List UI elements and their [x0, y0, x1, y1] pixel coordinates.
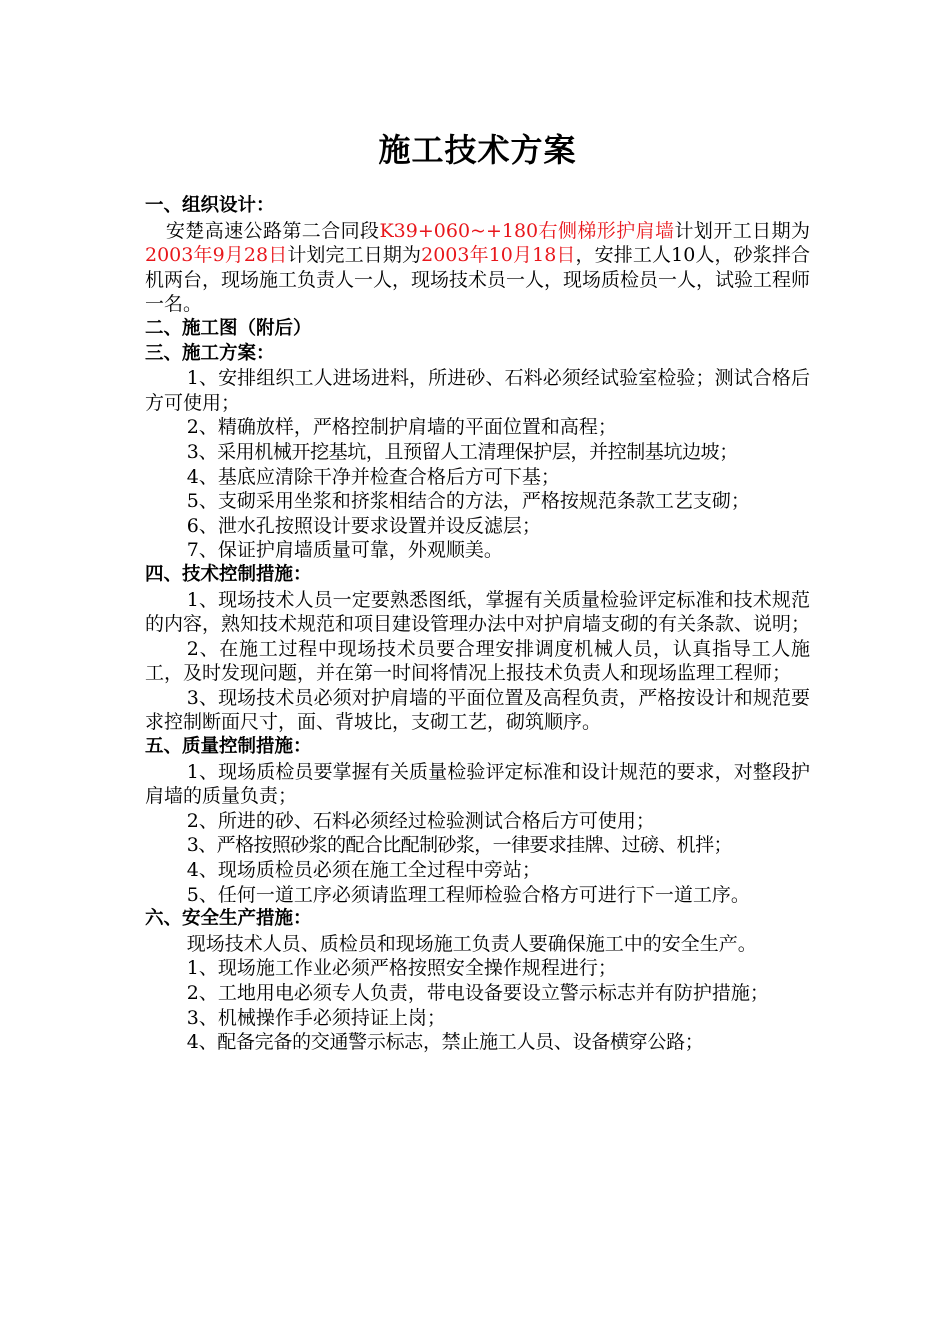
- tech-control-item: 1、现场技术人员一定要熟悉图纸，掌握有关质量检验评定标准和技术规范的内容，熟知技术规范和项目建设管理办法中对护肩墙支砌的有关条款、说明；: [145, 588, 811, 636]
- safety-item: 1、现场施工作业必须严格按照安全操作规程进行；: [186, 957, 617, 980]
- safety-item: 4、配备完备的交通警示标志，禁止施工人员、设备横穿公路；: [186, 1031, 704, 1054]
- page-title: 施工技术方案: [378, 131, 577, 169]
- staffing-text: ，安排工人10人，砂浆拌合机两台，现场施工负责人一人，现场技术员一人，现场质检员一人，试验工程师一名。: [145, 244, 811, 316]
- plan-item: 1、安排组织工人进场进料，所进砂、石料必须经试验室检验；测试合格后方可使用；: [145, 367, 810, 414]
- section-heading-safety: 六、安全生产措施：: [145, 908, 312, 930]
- plan-item: 5、支砌采用坐浆和挤浆相结合的方法，严格按规范条款工艺支砌；: [186, 490, 750, 513]
- quality-control-item: 4、现场质检员必须在施工全过程中旁站；: [186, 859, 541, 882]
- plan-item: 6、泄水孔按照设计要求设置并设反滤层；: [186, 514, 541, 537]
- tech-control-item: 3、现场技术员必须对护肩墙的平面位置及高程负责，严格按设计和规范要求控制断面尺寸，面、背坡比，支砌工艺，砌筑顺序。: [145, 686, 810, 734]
- safety-item: 2、工地用电必须专人负责，带电设备要设立警示标志并有防护措施；: [186, 982, 769, 1004]
- plan-item: 7、保证护肩墙质量可靠，外观顺美。: [186, 539, 503, 562]
- start-label: 计划开工日期为: [674, 219, 810, 242]
- section-heading-tech-control: 四、技术控制措施：: [145, 563, 312, 585]
- section-heading-organization: 一、组织设计：: [145, 195, 275, 216]
- section-heading-quality-control: 五、质量控制措施：: [145, 736, 312, 758]
- plan-item: 3、采用机械开挖基坑，且预留人工清理保护层，并控制基坑边坡；: [186, 440, 738, 463]
- project-segment: K39+060~+180右侧梯形护肩墙: [379, 219, 675, 242]
- quality-control-item: 5、任何一道工序必须请监理工程师检验合格方可进行下一道工序。: [186, 883, 750, 906]
- end-label: 计划完工日期为: [287, 244, 422, 267]
- section-heading-plan: 三、施工方案：: [145, 342, 275, 364]
- quality-control-item: 2、所进的砂、石料必须经过检验测试合格后方可使用；: [186, 809, 655, 832]
- section-heading-drawings: 二、施工图（附后）: [145, 317, 312, 339]
- plan-item: 2、精确放样，严格控制护肩墙的平面位置和高程；: [186, 416, 617, 439]
- plan-item: 4、基底应清除干净并检查合格后方可下基；: [186, 465, 560, 488]
- safety-intro: 现场技术人员、质检员和现场施工负责人要确保施工中的安全生产。: [186, 932, 757, 955]
- quality-control-item: 1、现场质检员要掌握有关质量检验评定标准和设计规范的要求，对整段护肩墙的质量负责；: [145, 760, 810, 808]
- start-date: 2003年9月28日: [145, 244, 288, 267]
- safety-item: 3、机械操作手必须持证上岗；: [186, 1006, 446, 1029]
- organization-paragraph: [145, 219, 810, 317]
- quality-control-item: 3、严格按照砂浆的配合比配制砂浆，一律要求挂牌、过磅、机拌；: [186, 834, 732, 857]
- project-name: 安楚高速公路第二合同段: [165, 219, 380, 242]
- document-body: [145, 194, 810, 1055]
- tech-control-item: 2、在施工过程中现场技术员要合理安排调度机械人员，认真指导工人施工，及时发现问题，并在第一时间将情况上报技术负责人和现场监理工程师；: [145, 637, 810, 685]
- end-date: 2003年10月18日: [421, 244, 576, 267]
